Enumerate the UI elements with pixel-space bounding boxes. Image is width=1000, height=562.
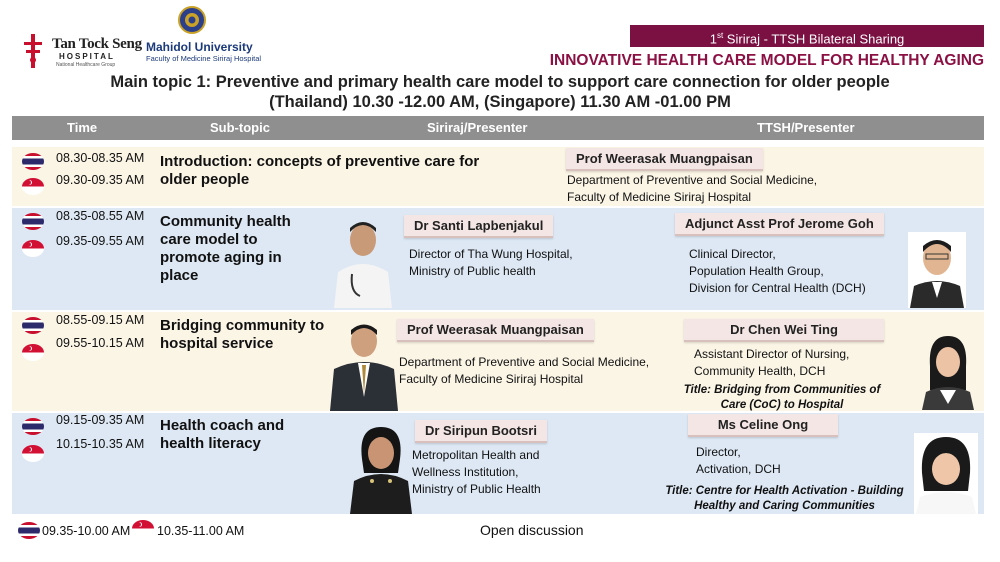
time-singapore: 09.30-09.35 AM — [56, 173, 145, 187]
desc-line: Clinical Director, — [689, 247, 776, 261]
subtopic: Health coach and health literacy — [160, 417, 285, 452]
desc-line: Community Health, DCH — [694, 364, 826, 378]
table-row — [12, 312, 984, 411]
singapore-flag-icon — [22, 344, 44, 361]
ttsh-presenter-desc — [689, 246, 866, 297]
siriraj-presenter-desc — [399, 354, 649, 388]
mahidol-logo-faculty: Faculty of Medicine Siriraj Hospital — [146, 54, 262, 63]
presenter-photo — [914, 433, 978, 514]
time-singapore: 09.35-09.55 AM — [56, 234, 145, 248]
col-siriraj: Siriraj/Presenter — [427, 120, 528, 135]
mahidol-seal-icon — [178, 6, 206, 34]
title-line: Title: Bridging from Communities of — [683, 384, 881, 396]
desc-line: Assistant Director of Nursing, — [694, 347, 850, 361]
talk-title — [652, 383, 912, 413]
session-time: (Thailand) 10.30 -12.00 AM, (Singapore) 11.30 AM -01.00 PM — [269, 93, 731, 111]
desc-line: Metropolitan Health and — [412, 448, 540, 462]
singapore-flag-icon — [22, 445, 44, 462]
presenter-photo — [908, 232, 966, 308]
time-singapore: 10.35-11.00 AM — [157, 524, 245, 538]
time-thailand: 08.35-08.55 AM — [56, 209, 145, 223]
col-time: Time — [67, 120, 98, 135]
table-header — [12, 116, 984, 140]
thailand-flag-icon — [22, 213, 44, 230]
siriraj-presenter-name: Dr Siripun Bootsri — [415, 420, 547, 443]
desc-line: Department of Preventive and Social Medicine, — [399, 355, 650, 369]
title-line: Care (CoC) to Hospital — [720, 399, 844, 411]
singapore-flag-icon — [22, 178, 44, 195]
presenter-photo — [348, 423, 414, 514]
table-row — [12, 413, 984, 514]
ttsh-logo-group: National Healthcare Group — [56, 62, 116, 68]
time-thailand: 08.55-09.15 AM — [56, 313, 145, 327]
desc-line: Population Health Group, — [689, 264, 824, 278]
title-line: Healthy and Caring Communities — [694, 500, 875, 512]
event-banner — [630, 25, 984, 47]
time-singapore: 10.15-10.35 AM — [56, 437, 145, 451]
main-topic: Main topic 1: Preventive and primary health care model to support care connection for older people — [110, 73, 890, 91]
talk-title — [642, 484, 927, 514]
desc-line: Director, — [696, 445, 741, 459]
table-row — [12, 147, 984, 206]
siriraj-presenter-desc — [409, 246, 573, 280]
ttsh-presenter-name: Dr Chen Wei Ting — [684, 319, 884, 342]
thailand-flag-icon — [22, 317, 44, 334]
table-row — [12, 516, 984, 546]
ttsh-presenter-desc — [567, 172, 817, 206]
desc-line: Ministry of Public Health — [412, 482, 541, 496]
title-line: Title: Centre for Health Activation - Building — [665, 485, 904, 497]
banner-ordinal-suffix: st — [716, 31, 724, 40]
singapore-flag-icon — [22, 240, 44, 257]
open-discussion-label: Open discussion — [480, 522, 584, 538]
ttsh-presenter-name: Adjunct Asst Prof Jerome Goh — [675, 213, 884, 236]
singapore-flag-icon — [132, 520, 154, 537]
ttsh-presenter-name: Ms Celine Ong — [688, 414, 838, 437]
col-subtopic: Sub-topic — [210, 120, 270, 135]
time-singapore: 09.55-10.15 AM — [56, 336, 145, 350]
siriraj-presenter-name: Prof Weerasak Muangpaisan — [397, 319, 594, 342]
desc-line: Faculty of Medicine Siriraj Hospital — [567, 190, 752, 204]
subtopic: Introduction: concepts of preventive care for older people — [160, 153, 480, 188]
desc-line: Department of Preventive and Social Medicine, — [567, 173, 818, 187]
time-thailand: 09.15-09.35 AM — [56, 413, 145, 427]
event-title: INNOVATIVE HEALTH CARE MODEL FOR HEALTHY AGING — [549, 52, 984, 69]
desc-line: Wellness Institution, — [412, 465, 519, 479]
mahidol-logo-name: Mahidol University — [146, 40, 253, 54]
desc-line: Faculty of Medicine Siriraj Hospital — [399, 372, 584, 386]
banner-ordinal: 1 — [709, 31, 717, 47]
desc-line: Director of Tha Wung Hospital, — [409, 247, 573, 261]
subtopic: Bridging community to hospital service — [160, 317, 325, 352]
subtopic: Community health care model to promote aging in place — [160, 213, 291, 284]
ttsh-presenter-desc — [696, 444, 781, 478]
desc-line: Division for Central Health (DCH) — [689, 281, 866, 295]
thailand-flag-icon — [18, 522, 40, 539]
siriraj-presenter-name: Dr Santi Lapbenjakul — [404, 215, 553, 238]
table-row — [12, 208, 984, 310]
ttsh-logo-name: Tan Tock Seng — [52, 36, 142, 52]
ttsh-emblem-icon — [22, 34, 44, 68]
presenter-photo — [330, 214, 396, 308]
banner-text: Siriraj - TTSH Bilateral Sharing — [723, 31, 905, 47]
desc-line: Ministry of Public health — [409, 264, 536, 278]
time-thailand: 09.35-10.00 AM — [42, 524, 131, 538]
thailand-flag-icon — [22, 418, 44, 435]
ttsh-presenter-name: Prof Weerasak Muangpaisan — [566, 148, 763, 171]
ttsh-logo-hospital: HOSPITAL — [59, 52, 115, 61]
thailand-flag-icon — [22, 153, 44, 170]
presenter-photo — [920, 332, 976, 410]
time-thailand: 08.30-08.35 AM — [56, 151, 145, 165]
siriraj-presenter-desc — [412, 447, 541, 498]
ttsh-presenter-desc — [694, 346, 849, 380]
col-ttsh: TTSH/Presenter — [757, 120, 855, 135]
presenter-photo — [328, 317, 400, 411]
desc-line: Activation, DCH — [696, 462, 781, 476]
